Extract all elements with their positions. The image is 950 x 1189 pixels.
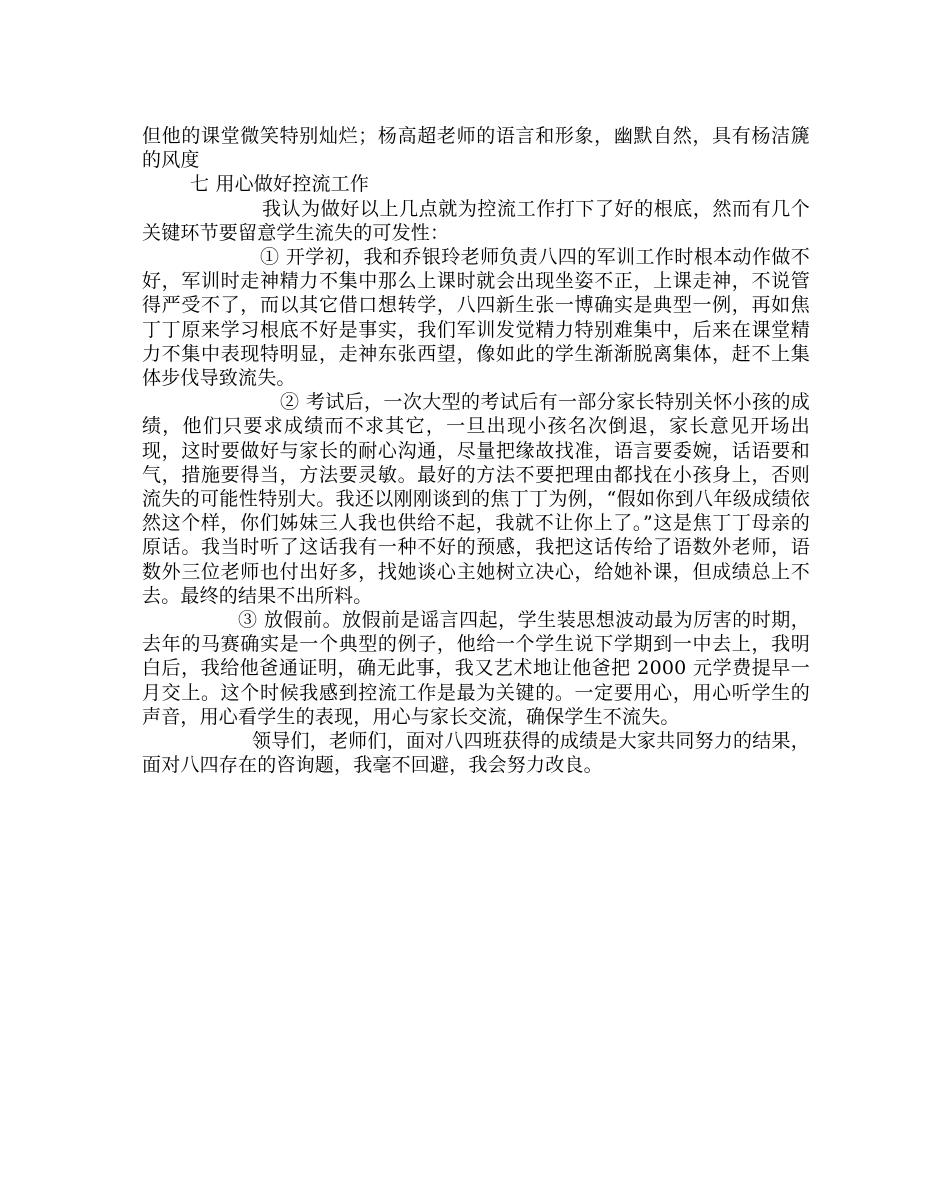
paragraph-closing: 领导们，老师们，面对八四班获得的成绩是大家共同努力的结果，面对八四存在的咨询题，我毫不回避，我会努力改良。 (142, 730, 810, 777)
document-body (142, 124, 810, 777)
paragraph-point-2: ② 考试后，一次大型的考试后有一部分家长特别关怀小孩的成绩，他们只要求成绩而不求其它，一旦出现小孩名次倒退，家长意见开场出现，这时要做好与家长的耐心沟通，尽量把缘故找准，语言要委婉，话语要和气，措施要得当，方法要灵敏。最好的方法不要把理由都找在小孩身上，否则流失的可能性特别大。我还以刚刚谈到的焦丁丁为例，“假如你到八年级成绩依然这个样，你们姊妹三人我也供给不起，我就不让你上了。”这是焦丁丁母亲的原话。我当时听了这话我有一种不好的预感，我把这话传给了语数外老师，语数外三位老师也付出好多，找她谈心主她树立决心，给她补课，但成绩总上不去。最终的结果不出所料。 (142, 391, 810, 607)
section-heading-7: 七 用心做好控流工作 (190, 173, 370, 196)
paragraph-continuation: 但他的课堂微笑特别灿烂；杨高超老师的语言和形象，幽默自然，具有杨洁篪的风度 (142, 125, 810, 172)
paragraph-point-1: ① 开学初，我和乔银玲老师负责八四的军训工作时根本动作做不好，军训时走神精力不集中那么上课时就会出现坐姿不正，上课走神，不说管得严受不了，而以其它借口想转学，八四新生张一博确实是典型一例，再如焦丁丁原来学习根底不好是事实，我们军训发觉精力特别难集中，后来在课堂精力不集中表现特明显，走神东张西望，像如此的学生渐渐脱离集体，赶不上集体步伐导致流失。 (142, 246, 810, 390)
paragraph-point-3: ③ 放假前。放假前是谣言四起，学生装思想波动最为厉害的时期，去年的马赛确实是一个典型的例子，他给一个学生说下学期到一中去上，我明白后，我给他爸通证明，确无此事，我又艺术地让他爸把 2000 元学费提早一月交上。这个时候我感到控流工作是最为关键的。一定要用心，用心听学生的声音，用心看学生的表现，用心与家长交流，确保学生不流失。 (142, 609, 810, 728)
paragraph-intro: 我认为做好以上几点就为控流工作打下了好的根底，然而有几个关键环节要留意学生流失的可发性： (142, 197, 810, 244)
